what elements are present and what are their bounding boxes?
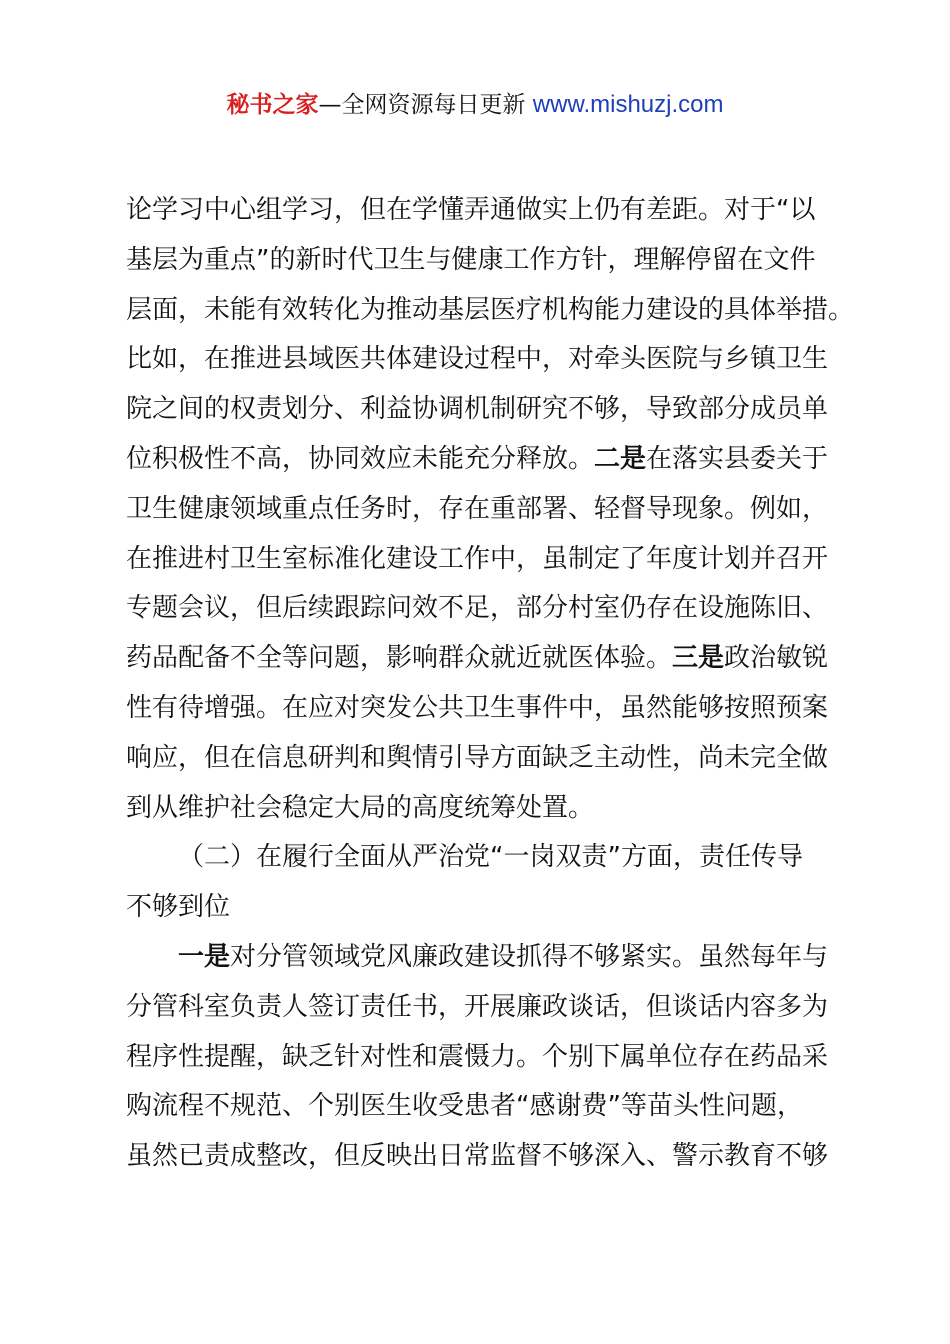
emphasis-label: 二是 — [594, 443, 647, 474]
text-line: 到从维护社会稳定大局的高度统筹处置。 — [126, 792, 595, 823]
text-line: 专题会议，但后续跟踪问效不足，部分村室仍存在设施陈旧、 — [126, 593, 829, 624]
site-tagline: —全网资源每日更新 — [318, 92, 533, 118]
document-body — [126, 186, 855, 1182]
site-url-link[interactable]: www.mishuzj.com — [532, 91, 724, 118]
text-line: 论学习中心组学习，但在学懂弄通做实上仍有差距。对于“以 — [126, 195, 816, 225]
site-header — [0, 88, 950, 122]
emphasis-label: 三是 — [672, 643, 725, 674]
text-line: 购流程不规范、个别医生收受患者“感谢费”等苗头性问题， — [126, 1091, 803, 1122]
text-line: 药品配备不全等问题，影响群众就近就医体验。三是政治敏锐 — [126, 643, 829, 674]
emphasis-label: 一是 — [178, 941, 231, 972]
text-line: 响应，但在信息研判和舆情引导方面缺乏主动性，尚未完全做 — [126, 742, 829, 773]
section-heading-line: （二）在履行全面从严治党“一岗双责”方面，责任传导 — [178, 842, 803, 873]
text-line: 院之间的权责划分、利益协调机制研究不够，导致部分成员单 — [126, 394, 829, 425]
text-line: 程序性提醒，缺乏针对性和震慑力。个别下属单位存在药品采 — [126, 1041, 829, 1072]
text-line: 层面，未能有效转化为推动基层医疗机构能力建设的具体举措。 — [126, 294, 855, 325]
section-heading-line: 不够到位 — [126, 892, 231, 923]
text-line: 比如，在推进县域医共体建设过程中，对牵头医院与乡镇卫生 — [126, 344, 829, 375]
text-line: 基层为重点”的新时代卫生与健康工作方针，理解停留在文件 — [126, 244, 816, 275]
text-line: 一是对分管领域党风廉政建设抓得不够紧实。虽然每年与 — [178, 941, 829, 972]
text-line: 在推进村卫生室标准化建设工作中，虽制定了年度计划并召开 — [126, 543, 829, 574]
text-line: 性有待增强。在应对突发公共卫生事件中，虽然能够按照预案 — [126, 692, 829, 723]
text-line: 虽然已责成整改，但反映出日常监督不够深入、警示教育不够 — [126, 1141, 829, 1172]
text-line: 分管科室负责人签订责任书，开展廉政谈话，但谈话内容多为 — [126, 991, 829, 1022]
text-line: 位积极性不高，协同效应未能充分释放。二是在落实县委关于 — [126, 443, 829, 474]
site-brand: 秘书之家 — [226, 92, 319, 118]
text-line: 卫生健康领域重点任务时，存在重部署、轻督导现象。例如， — [126, 493, 829, 524]
